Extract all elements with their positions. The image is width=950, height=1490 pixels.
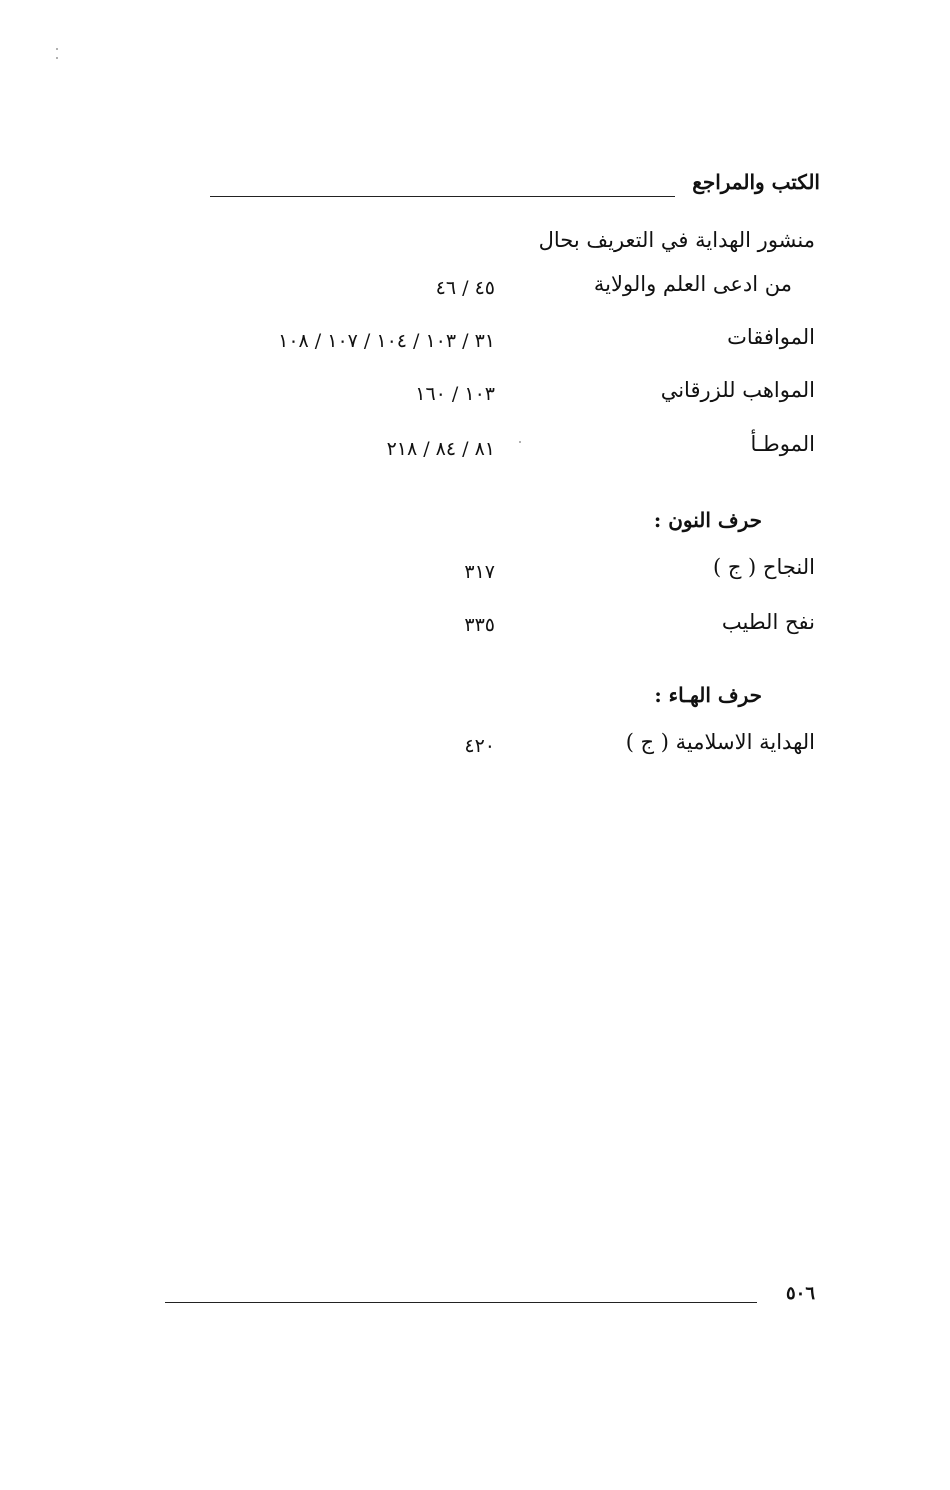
header-rule xyxy=(210,196,675,197)
entry-title: النجاح ( ج ) xyxy=(712,555,815,579)
entry-title: منشور الهداية في التعريف بحال xyxy=(538,228,815,252)
scan-speck xyxy=(56,48,58,50)
entry-page-refs: ٣١ / ١٠٣ / ١٠٤ / ١٠٧ / ١٠٨ xyxy=(278,330,495,352)
running-header-title: الكتب والمراجع xyxy=(692,170,820,194)
scan-speck xyxy=(56,57,58,59)
entry-page-refs: ٣١٧ xyxy=(464,561,495,583)
entry-title: نفح الطيب xyxy=(721,610,815,634)
entry-title: الموطـأ xyxy=(750,432,815,456)
entry-page-refs: ٤٥ / ٤٦ xyxy=(435,277,495,299)
entry-title: المواهب للزرقاني xyxy=(660,378,815,402)
section-heading-nun: حرف النون : xyxy=(653,508,762,532)
scan-speck xyxy=(519,441,521,443)
entry-page-refs: ٨١ / ٨٤ / ٢١٨ xyxy=(386,438,495,460)
entry-title: الموافقات xyxy=(727,325,815,349)
entry-title: الهداية الاسلامية ( ج ) xyxy=(625,730,815,754)
entry-title-continuation: من ادعى العلم والولاية xyxy=(593,272,792,296)
section-heading-ha: حرف الهـاء : xyxy=(654,683,762,707)
footer-rule xyxy=(165,1302,757,1303)
entry-page-refs: ٤٢٠ xyxy=(464,735,495,757)
entry-page-refs: ٣٣٥ xyxy=(464,614,495,636)
entry-page-refs: ١٠٣ / ١٦٠ xyxy=(415,383,495,405)
page-number: ٥٠٦ xyxy=(785,1283,815,1304)
